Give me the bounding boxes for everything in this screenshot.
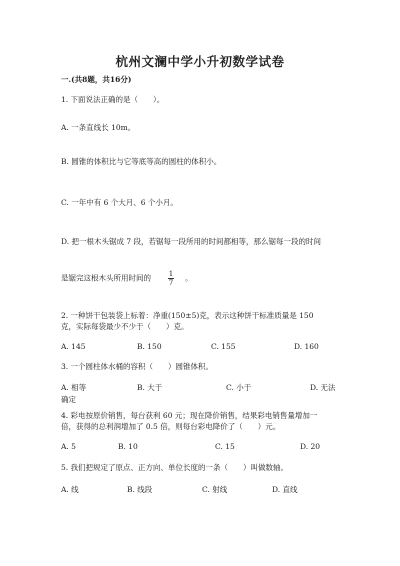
question-5-option-c: C. 射线 [202, 485, 228, 494]
fraction-suffix: 。 [185, 273, 193, 283]
question-4-option-b: B. 10 [118, 442, 138, 451]
question-2-option-c: C. 155 [211, 342, 236, 351]
question-4-option-d: D. 20 [300, 442, 321, 451]
question-2-option-d: D. 160 [294, 342, 319, 351]
question-1-option-d-continued [61, 270, 193, 287]
question-5-option-a: A. 线 [61, 485, 79, 494]
section-header: 一.(共8题，共16分) [61, 75, 132, 84]
question-3-option-b: B. 大于 [137, 383, 163, 392]
question-1-option-d-text: 是锯完这根木头所用时间的 [61, 273, 151, 283]
question-5-stem: 5. 我们把规定了原点、正方向、单位长度的一条（ ）叫做数轴。 [61, 463, 289, 472]
fraction-denominator: 7 [168, 279, 174, 287]
question-5-option-d: D. 直线 [272, 485, 298, 494]
question-2-option-b: B. 150 [137, 342, 162, 351]
question-1-option-b: B. 圆锥的体积比与它等底等高的圆柱的体积小。 [61, 157, 222, 166]
question-4-option-c: C. 15 [215, 442, 235, 451]
question-4-option-a: A. 5 [61, 442, 76, 451]
question-3-option-c: C. 小于 [226, 383, 252, 392]
fraction-numerator: 1 [168, 270, 174, 278]
fraction-one-seventh [168, 270, 174, 287]
question-2-option-a: A. 145 [61, 342, 86, 351]
question-5-option-b: B. 线段 [127, 485, 153, 494]
question-3-option-d: D. 无法 [310, 383, 336, 392]
question-4-stem-line2: 倍，获得的总利润增加了 0.5 倍，则每台彩电降价了（ ）元。 [61, 422, 281, 431]
question-2-stem-line2: 克，实际每袋最少不少于（ ）克。 [61, 322, 189, 331]
question-1-stem: 1. 下面说法正确的是（ ）。 [61, 95, 165, 104]
question-3-option-a: A. 相等 [61, 383, 87, 392]
question-3-option-d-continued: 确定 [61, 395, 76, 404]
question-4-stem-line1: 4. 彩电按原价销售，每台获利 60 元；现在降价销售，结果彩电销售量增加一 [61, 411, 318, 420]
question-1-option-c: C. 一年中有 6 个大月、6 个小月。 [61, 198, 178, 207]
question-1-option-a: A. 一条直线长 10m。 [61, 123, 136, 132]
question-3-stem: 3. 一个圆柱体水桶的容积（ ）圆锥体积。 [61, 362, 214, 371]
question-2-stem-line1: 2. 一种饼干包装袋上标着：净重(150±5)克，表示这种饼干标准质量是 150 [61, 311, 314, 320]
exam-title: 杭州文澜中学小升初数学试卷 [115, 54, 285, 69]
question-1-option-d: D. 把一根木头锯成 7 段，若锯每一段所用的时间都相等，那么锯每一段的时间 [61, 237, 322, 246]
